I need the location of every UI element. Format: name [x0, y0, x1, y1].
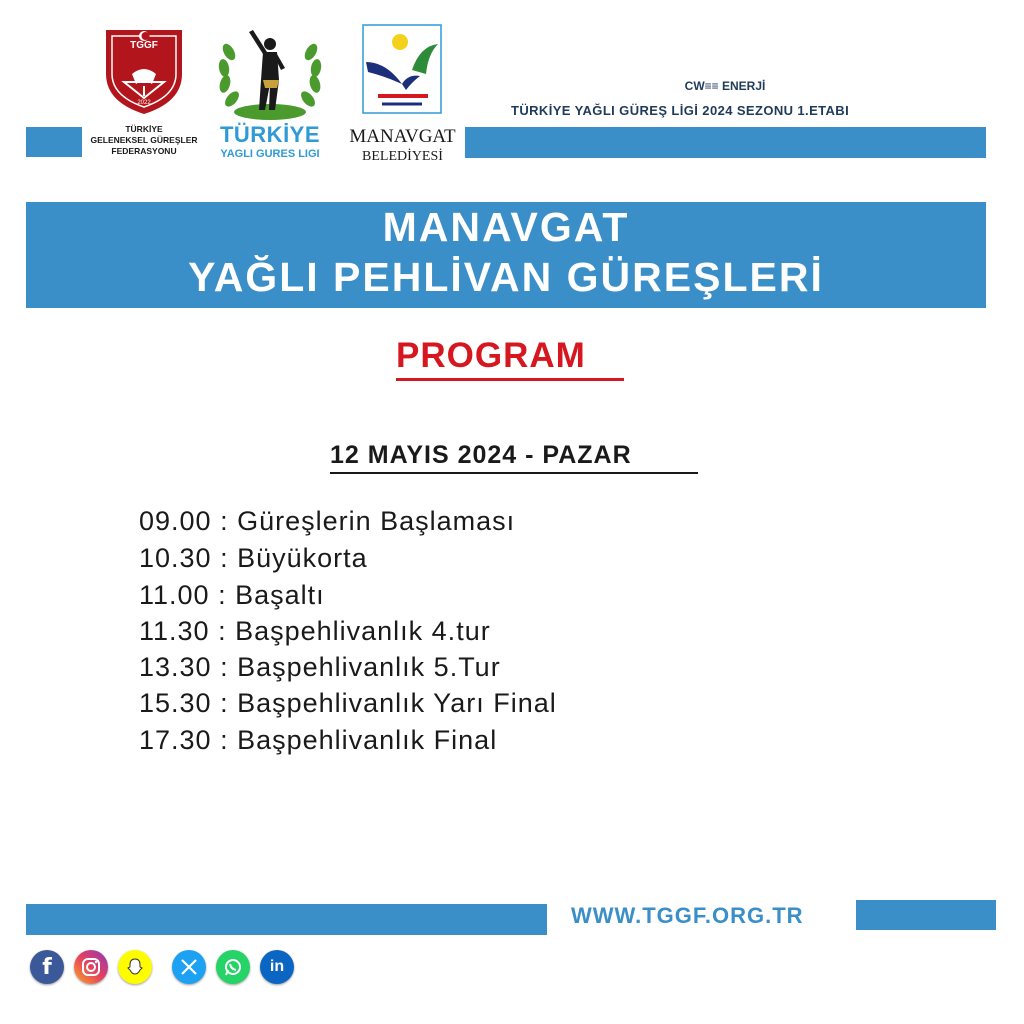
x-twitter-icon[interactable]	[172, 950, 206, 984]
wrestler-wreath-icon	[215, 22, 325, 124]
program-underline	[396, 378, 624, 381]
snapchat-glyph	[125, 957, 145, 977]
website-link[interactable]: WWW.TGGF.ORG.TR	[571, 903, 804, 928]
sponsor-name: CW≡≡ ENERJİ	[684, 79, 766, 93]
linkedin-icon[interactable]	[260, 950, 294, 984]
program-heading: PROGRAM	[396, 336, 586, 375]
date-underline	[330, 472, 698, 474]
tggf-name-line-2: GELENEKSEL GÜREŞLER	[90, 135, 198, 145]
tggf-badge-text: TGGF	[130, 40, 158, 51]
footer-bar-left	[26, 904, 547, 935]
header-bar-left	[26, 127, 82, 157]
league-title: TÜRKİYE YAĞLI GÜREŞ LİGİ 2024 SEZONU 1.ETABI	[511, 103, 850, 118]
tggf-name-line-1: TÜRKİYE	[125, 124, 163, 134]
instagram-glyph	[81, 957, 101, 977]
tggf-year: 2022	[137, 100, 151, 106]
schedule-item: 10.30 : Büyükorta	[139, 543, 368, 573]
event-date: 12 MAYIS 2024 - PAZAR	[330, 441, 632, 469]
banner-title-line-1: MANAVGAT	[382, 204, 630, 250]
schedule-item: 11.00 : Başaltı	[139, 580, 325, 610]
footer-bar-right	[856, 900, 996, 930]
facebook-glyph: f	[42, 954, 52, 980]
x-glyph	[180, 958, 198, 976]
snapchat-icon[interactable]	[118, 950, 152, 984]
manavgat-belediyesi-logo	[340, 24, 465, 170]
instagram-icon[interactable]	[74, 950, 108, 984]
schedule-item: 17.30 : Başpehlivanlık Final	[139, 725, 498, 755]
whatsapp-glyph	[223, 957, 243, 977]
header-bar-right	[465, 127, 986, 158]
linkedin-glyph: in	[269, 958, 285, 975]
tggf-name	[84, 124, 204, 157]
manavgat-title: MANAVGAT	[349, 126, 456, 147]
schedule-item: 15.30 : Başpehlivanlık Yarı Final	[139, 688, 557, 718]
schedule-item: 09.00 : Güreşlerin Başlaması	[139, 506, 516, 536]
tggf-logo	[84, 24, 204, 164]
turkiye-yagli-title: TÜRKİYE	[219, 122, 321, 147]
manavgat-subtitle: BELEDİYESİ	[362, 149, 443, 164]
schedule-item: 11.30 : Başpehlivanlık 4.tur	[139, 616, 491, 646]
schedule-item: 13.30 : Başpehlivanlık 5.Tur	[139, 652, 501, 682]
turkiye-yagli-gures-ligi-logo	[207, 22, 333, 167]
turkiye-yagli-subtitle: YAGLI GURES LIGI	[220, 148, 320, 160]
banner-title-line-2: YAĞLI PEHLİVAN GÜREŞLERİ	[188, 254, 824, 300]
facebook-icon[interactable]	[30, 950, 64, 984]
whatsapp-icon[interactable]	[216, 950, 250, 984]
manavgat-emblem-icon	[362, 24, 442, 114]
tggf-name-line-3: FEDERASYONU	[111, 146, 177, 156]
